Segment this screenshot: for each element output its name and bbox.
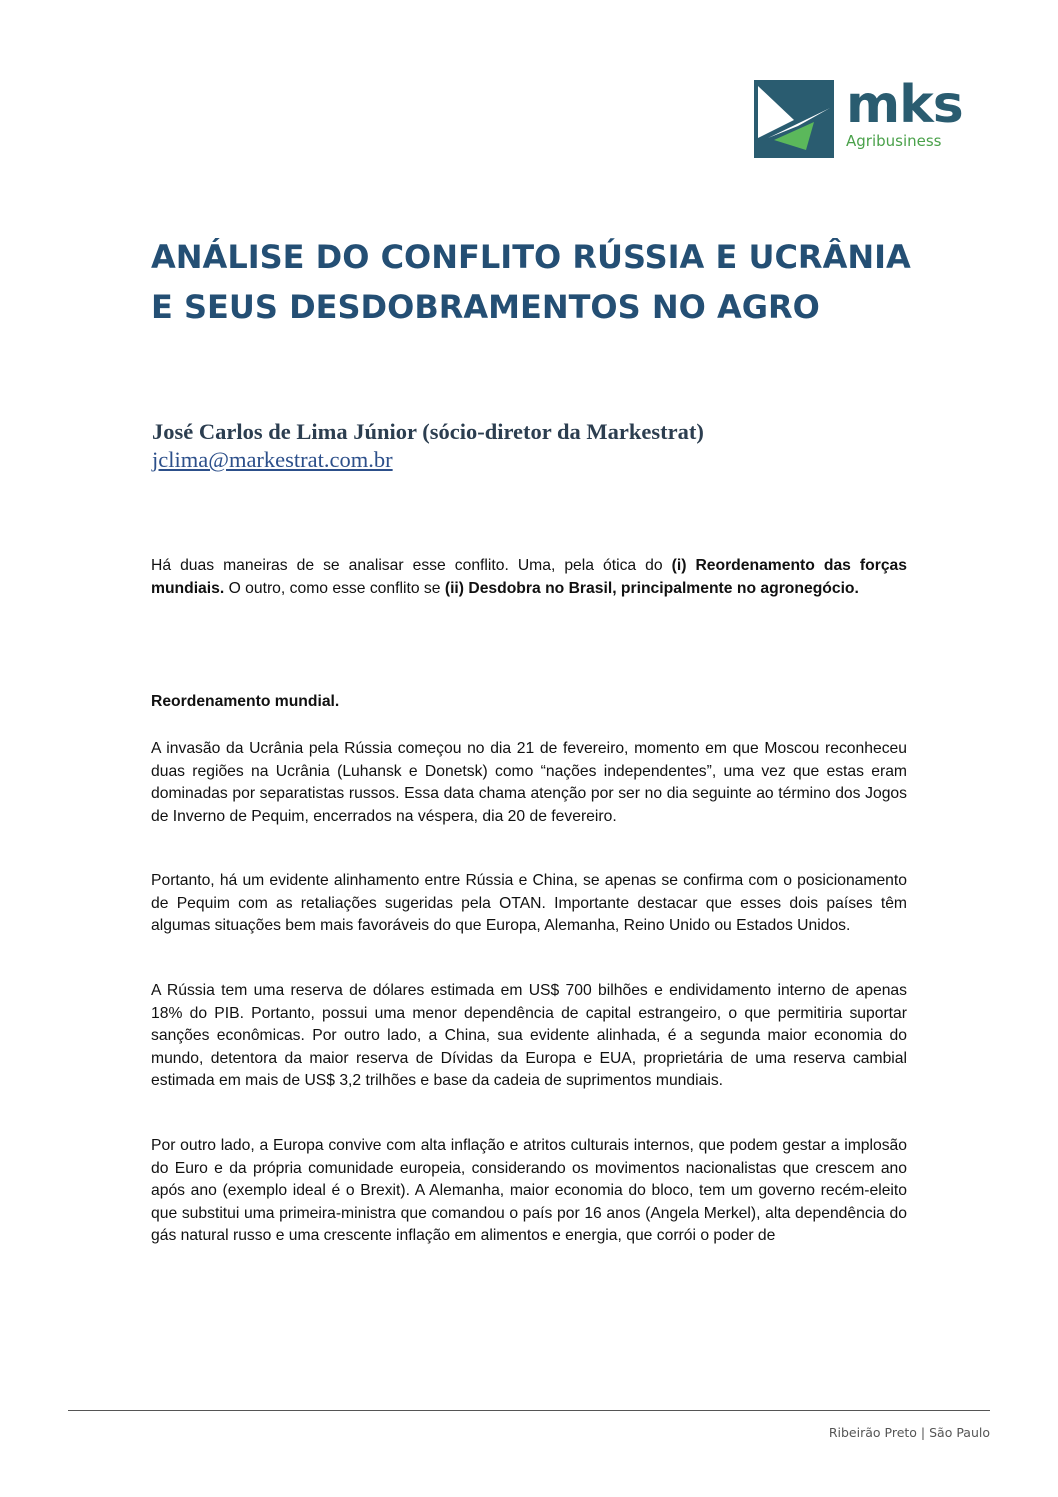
author-block — [152, 418, 704, 474]
footer-divider — [68, 1410, 990, 1411]
company-logo — [754, 75, 963, 158]
section-heading: Reordenamento mundial. — [151, 693, 340, 710]
paragraph-4: Por outro lado, a Europa convive com alta inflação e atritos culturais internos, que podem gestar a implosão do Euro e da própria comunidade europeia, considerando os movimentos nacionalistas que crescem ano após ano (exemplo ideal é o Brexit). A Alemanha, maior economia do bloco, tem um governo recém-eleito que substitui uma primeira-ministra que comandou o país por 16 anos (Angela Merkel), alta dependência do gás natural russo e uma crescente inflação em alimentos e energia, que corrói o poder de — [151, 1137, 907, 1245]
paragraph-3: A Rússia tem uma reserva de dólares estimada em US$ 700 bilhões e endividamento interno de apenas 18% do PIB. Portanto, possui uma menor dependência de capital estrangeiro, o que permitiria suportar sanções econômicas. Por outro lado, a China, sua evidente alinhada, é a segunda maior economia do mundo, detentora da maior reserva de Dívidas da Europa e EUA, proprietária de uma reserva cambial estimada em mais de US$ 3,2 trilhões e base da cadeia de suprimentos mundiais. — [151, 982, 907, 1090]
paragraph-2: Portanto, há um evidente alinhamento entre Rússia e China, se apenas se confirma com o posicionamento de Pequim com as retaliações sugeridas pela OTAN. Importante destacar que esses dois países têm algumas situações bem mais favoráveis do que Europa, Alemanha, Reino Unido ou Estados Unidos. — [151, 872, 907, 935]
mks-logo-icon — [754, 80, 834, 158]
title-line-2: E SEUS DESDOBRAMENTOS NO AGRO — [151, 288, 820, 326]
logo-name: mks — [846, 75, 963, 135]
author-name: José Carlos de Lima Júnior (sócio-diretor da Markestrat) — [152, 419, 704, 444]
title-line-1: ANÁLISE DO CONFLITO RÚSSIA E UCRÂNIA — [151, 238, 911, 276]
intro-bold-2: (ii) Desdobra no Brasil, principalmente no agronegócio. — [444, 579, 859, 597]
logo-subtitle: Agribusiness — [846, 132, 942, 150]
document-title — [151, 232, 951, 332]
paragraph-1: A invasão da Ucrânia pela Rússia começou no dia 21 de fevereiro, momento em que Moscou reconheceu duas regiões na Ucrânia (Luhansk e Donetsk) como “nações independentes”, uma vez que estas eram dominadas por separatistas russos. Essa data chama atenção por ser no dia seguinte ao término dos Jogos de Inverno de Pequim, encerrados na véspera, dia 20 de fevereiro. — [151, 740, 907, 825]
author-email-link[interactable]: jclima@markestrat.com.br — [152, 447, 393, 472]
intro-text-2: O outro, como esse conflito se — [224, 579, 445, 597]
intro-paragraph — [151, 555, 907, 600]
intro-text-1: Há duas maneiras de se analisar esse conflito. Uma, pela ótica do — [151, 557, 672, 574]
intro-bold-1: (i) Reordenamento das forças mundiais. — [151, 557, 908, 597]
footer-location: Ribeirão Preto | São Paulo — [828, 1425, 990, 1440]
